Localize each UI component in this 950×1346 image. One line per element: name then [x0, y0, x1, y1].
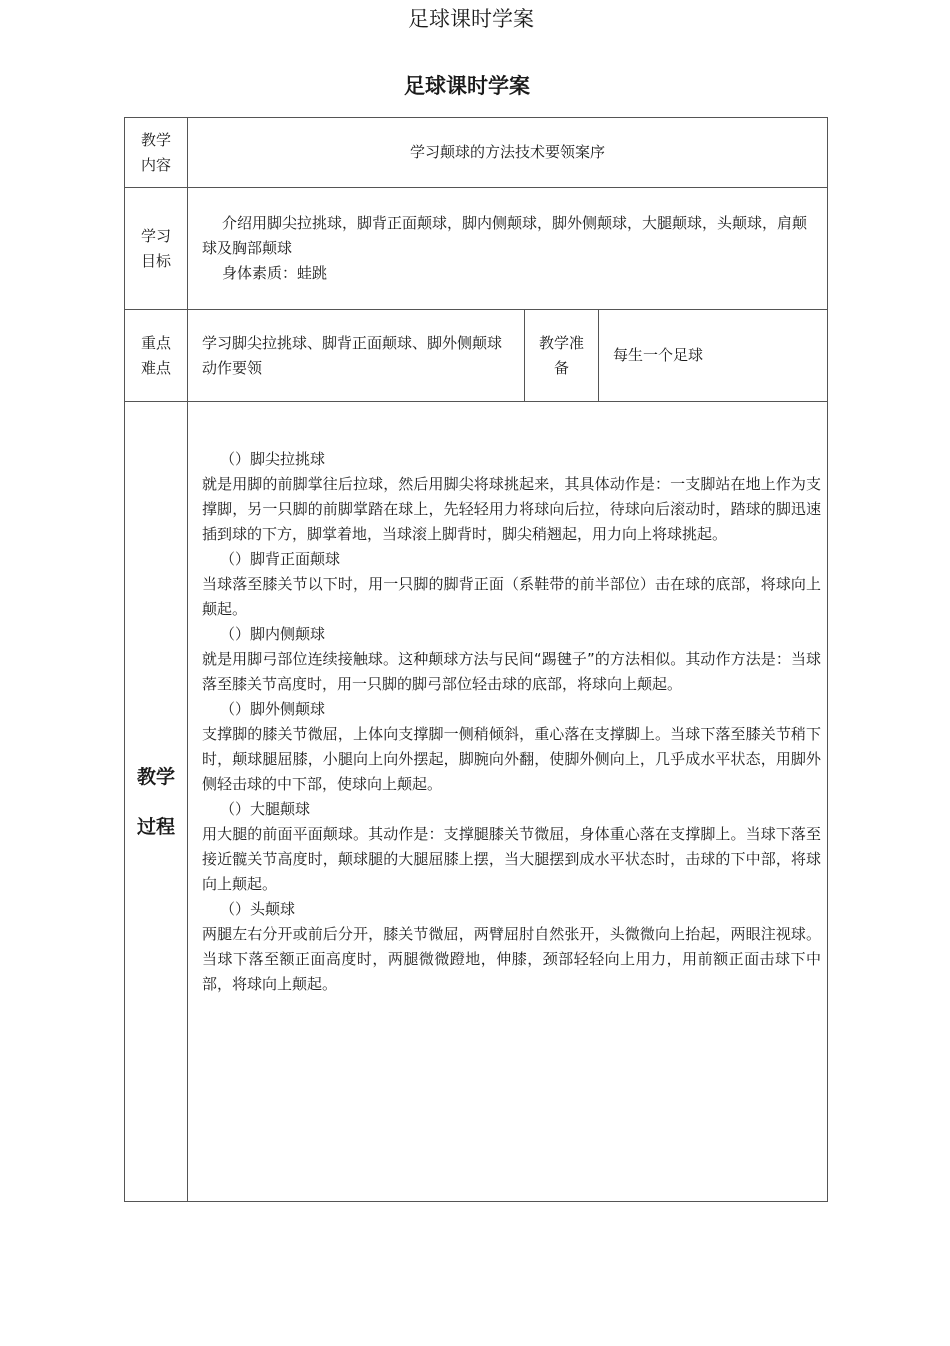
goal-text: 介绍用脚尖拉挑球，脚背正面颠球，脚内侧颠球，脚外侧颠球，大腿颠球，头颠球，肩颠球及胸部颠球	[202, 214, 808, 257]
process-heading: （）脚尖拉挑球	[220, 450, 326, 468]
teaching-process-label	[125, 402, 188, 1202]
process-heading: （）头颠球	[220, 900, 296, 918]
teaching-content-label	[125, 118, 188, 188]
process-heading: （）大腿颠球	[220, 800, 311, 818]
process-text: 就是用脚的前脚掌往后拉球，然后用脚尖将球挑起来，其具体动作是：一支脚站在地上作为支撑脚，另一只脚的前脚掌踏在球上，先轻轻用力将球向后拉，待球向后滚动时，踏球的脚迅速插到球的下方，脚掌着地，当球滚上脚背时，脚尖稍翘起，用力向上将球挑起。	[202, 475, 822, 543]
label-line: 重点	[140, 333, 171, 352]
key-points-label	[125, 310, 188, 402]
document-subtitle: 足球课时学案	[404, 74, 530, 98]
label-line: 教学	[136, 765, 175, 788]
process-heading: （）脚背正面颠球	[220, 550, 341, 568]
row-key-points	[125, 310, 828, 402]
learning-goal-label	[125, 188, 188, 310]
process-heading: （）脚内侧颠球	[220, 625, 326, 643]
lesson-plan-table	[124, 117, 828, 1202]
row-learning-goal	[125, 188, 828, 310]
process-text: 用大腿的前面平面颠球。其动作是：支撑腿膝关节微屈，身体重心落在支撑脚上。当球下落至接近髋关节高度时，颠球腿的大腿屈膝上摆，当大腿摆到成水平状态时，击球的下中部，将球向上颠起。	[202, 825, 822, 893]
label-line: 难点	[140, 358, 171, 377]
teaching-content-value: 学习颠球的方法技术要领案序	[188, 118, 828, 188]
document-title: 足球课时学案	[408, 7, 534, 31]
label-line: 学习	[140, 226, 171, 245]
label-line: 目标	[140, 251, 171, 270]
process-text: 支撑脚的膝关节微屈，上体向支撑脚一侧稍倾斜，重心落在支撑脚上。当球下落至膝关节稍下时，颠球腿屈膝，小腿向上向外摆起，脚腕向外翻，使脚外侧向上，几乎成水平状态，用脚外侧轻击球的中下部，使球向上颠起。	[202, 725, 822, 793]
row-teaching-content	[125, 118, 828, 188]
label-line: 过程	[136, 815, 175, 838]
teaching-prep-label	[525, 310, 599, 402]
learning-goal-content	[188, 188, 828, 310]
teaching-process-content	[188, 402, 828, 1202]
process-text: 当球落至膝关节以下时，用一只脚的脚背正面（系鞋带的前半部位）击在球的底部，将球向上颠起。	[202, 575, 822, 618]
teaching-prep-value: 每生一个足球	[599, 310, 828, 402]
label-line: 教学	[140, 130, 171, 149]
label-line: 内容	[140, 155, 171, 174]
process-heading: （）脚外侧颠球	[220, 700, 326, 718]
process-text: 两腿左右分开或前后分开，膝关节微屈，两臂屈肘自然张开，头微微向上抬起，两眼注视球。当球下落至额正面高度时，两腿微微蹬地，伸膝，颈部轻轻向上用力，用前额正面击球下中部，将球向上颠起。	[202, 925, 822, 993]
process-text: 就是用脚弓部位连续接触球。这种颠球方法与民间“踢毽子”的方法相似。其动作方法是：当球落至膝关节高度时，用一只脚的脚弓部位轻击球的底部，将球向上颠起。	[202, 650, 822, 693]
label-line: 备	[553, 358, 569, 377]
row-teaching-process	[125, 402, 828, 1202]
label-line: 教学准	[538, 333, 584, 352]
key-points-text: 学习脚尖拉挑球、脚背正面颠球、脚外侧颠球动作要领	[188, 310, 525, 402]
goal-fitness: 身体素质：蛙跳	[222, 264, 328, 282]
